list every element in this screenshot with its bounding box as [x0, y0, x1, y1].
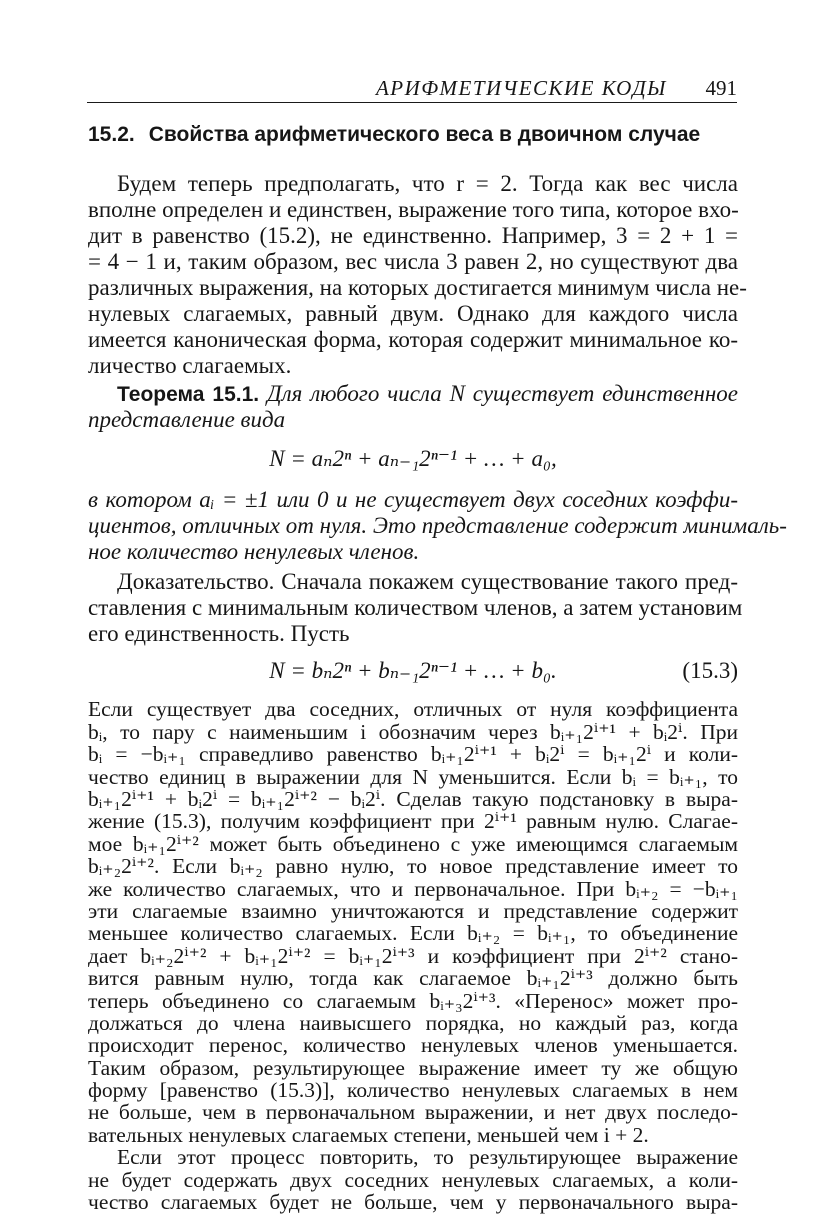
text-line: эти слагаемые взаимно уничтожаются и представление содержит [88, 898, 738, 923]
text-line: Таким образом, результирующее выражение имеет ту же общую [88, 1055, 738, 1080]
theorem-line [88, 381, 738, 408]
proof-line: ставления с минимальным количеством членов, а затем установим [88, 595, 743, 620]
section-heading [88, 123, 738, 147]
equation-number: (15.3) [682, 658, 738, 683]
text-line: теперь объединено со слагаемым bᵢ₊₃2ⁱ⁺³. «Перенос» может про- [88, 988, 738, 1013]
running-header [87, 62, 737, 103]
text-line: bᵢ₊₂2ⁱ⁺². Если bᵢ₊₂ равно нулю, то новое представление имеет то [88, 854, 738, 879]
theorem-formula: N = aₙ2ⁿ + aₙ₋₁2ⁿ⁻¹ + … + a₀, [269, 446, 557, 471]
theorem-statement: представление вида [88, 407, 286, 432]
proof-line: его единственность. Пусть [88, 621, 350, 646]
proof-equation [88, 658, 738, 684]
theorem-condition: циентов, отличных от нуля. Это представление содержит минималь- [88, 513, 787, 538]
text-line: вится равным нулю, тогда как слагаемое bᵢ₊₁2ⁱ⁺³ должно быть [88, 966, 738, 991]
text-line: форму [равенство (15.3)], количество ненулевых слагаемых в нем [88, 1078, 738, 1102]
text-line: происходит перенос, количество ненулевых членов уменьшается. [88, 1033, 738, 1058]
text-line: bᵢ, то пару с наименьшим i обозначим через bᵢ₊₁2ⁱ⁺¹ + bᵢ2ⁱ. При [88, 719, 738, 744]
theorem-statement: Для любого числа N существует единственное [266, 381, 739, 406]
text-line: же количество слагаемых, что и первоначальное. При bᵢ₊₂ = −bᵢ₊₁ [88, 876, 738, 901]
page-number: 491 [705, 76, 737, 100]
proof-line: Доказательство. Сначала покажем существование такого пред- [117, 569, 738, 594]
running-title: АРИФМЕТИЧЕСКИЕ КОДЫ [375, 76, 667, 100]
text-line: личество слагаемых. [88, 353, 292, 378]
text-line: bᵢ = −bᵢ₊₁ справедливо равенство bᵢ₊₁2ⁱ⁺¹ + bᵢ2ⁱ = bᵢ₊₁2ⁱ и коли- [88, 742, 738, 767]
section-title: Свойства арифметического веса в двоичном случае [148, 123, 701, 146]
text-line: bᵢ₊₁2ⁱ⁺¹ + bᵢ2ⁱ = bᵢ₊₁2ⁱ⁺² − bᵢ2ⁱ. Сделав такую подстановку в выра- [88, 786, 738, 811]
text-line: не больше, чем в первоначальном выражении, и нет двух последо- [88, 1100, 738, 1125]
text-line: Если существует два соседних, отличных от нуля коэффициента [88, 697, 738, 722]
proof-formula: N = bₙ2ⁿ + bₙ₋₁2ⁿ⁻¹ + … + b₀. [269, 658, 557, 683]
text-line: имеется каноническая форма, которая содержит минимальное ко- [88, 327, 738, 352]
text-line: нулевых слагаемых, равный двум. Однако для каждого числа [88, 301, 738, 326]
text-line: Будем теперь предполагать, что r = 2. Тогда как вес числа [117, 171, 738, 196]
text-line: должаться до члена наивысшего порядка, но каждый раз, когда [88, 1010, 738, 1035]
text-line: дит в равенство (15.2), не единственно. Например, 3 = 2 + 1 = [88, 223, 738, 248]
text-line: жение (15.3), получим коэффициент при 2ⁱ⁺¹ равным нулю. Слагае- [88, 809, 738, 834]
theorem-condition: в котором aᵢ = ±1 или 0 и не существует двух соседних коэффи- [88, 487, 738, 512]
text-line: различных выражения, на которых достигается минимум числа не- [88, 275, 747, 300]
text-line: = 4 − 1 и, таким образом, вес числа 3 равен 2, но существуют два [88, 249, 738, 274]
text-line: Если этот процесс повторить, то результирующее выражение [117, 1145, 738, 1170]
text-line: мое bᵢ₊₁2ⁱ⁺² может быть объединено с уже имеющимся слагаемым [88, 831, 738, 856]
theorem-condition: ное количество ненулевых членов. [88, 539, 420, 564]
theorem-label: Теорема 15.1. [117, 383, 260, 406]
section-number: 15.2. [88, 123, 135, 146]
text-line: меньшее количество слагаемых. Если bᵢ₊₂ = bᵢ₊₁, то объединение [88, 921, 738, 946]
text-line: не будет содержать двух соседних ненулевых слагаемых, а коли- [88, 1167, 738, 1192]
text-line: вполне определен и единствен, выражение того типа, которое вхо- [88, 197, 739, 222]
text-line: чество единиц в выражении для N уменьшится. Если bᵢ = bᵢ₊₁, то [88, 764, 738, 789]
text-line: вательных ненулевых слагаемых степени, меньшей чем i + 2. [88, 1122, 649, 1147]
text-line: чество слагаемых будет не больше, чем у первоначального выра- [88, 1190, 738, 1214]
text-line: дает bᵢ₊₂2ⁱ⁺² + bᵢ₊₁2ⁱ⁺² = bᵢ₊₁2ⁱ⁺³ и коэффициент при 2ⁱ⁺² стано- [88, 943, 738, 968]
